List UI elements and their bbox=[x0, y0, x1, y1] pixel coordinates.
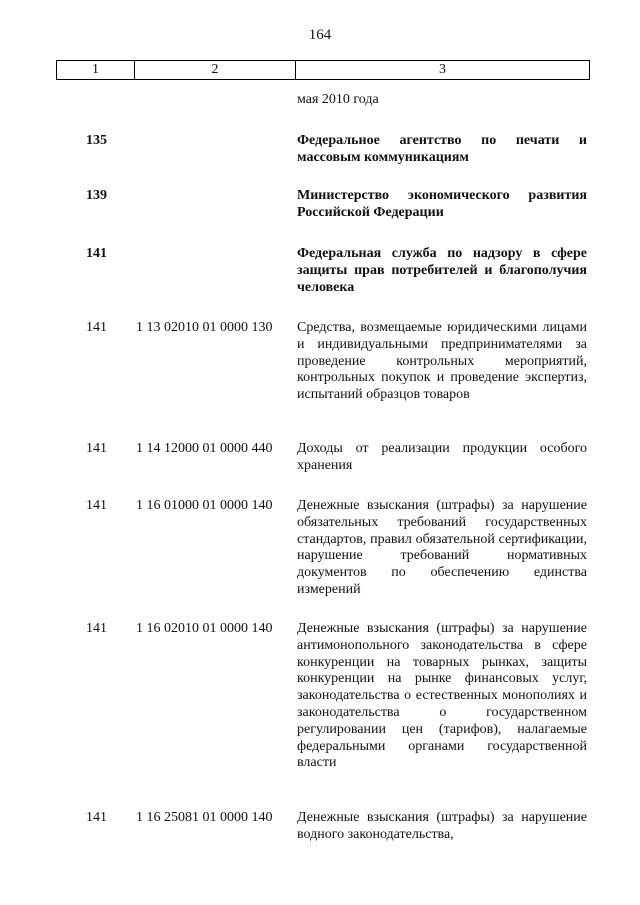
row-number: 141 bbox=[86, 621, 107, 636]
row-code: 1 14 12000 01 0000 440 bbox=[136, 441, 273, 456]
row-code: 1 13 02010 01 0000 130 bbox=[136, 320, 273, 335]
row-number: 141 bbox=[86, 498, 107, 513]
row-text: Денежные взыскания (штрафы) за нарушение обязательных требований государственных стандартов, правил обязательной сертификации, нарушение требований нормативных документов по обеспечению единства измерений bbox=[297, 498, 587, 597]
row-text: Денежные взыскания (штрафы) за нарушение антимонопольного законодательства в сфере конкуренции на товарных рынках, защиты конкуренции на рынке финансовых услуг, законодательства о естественных монополиях и законодательства о государственном регулировании цен (тарифов), налагаемые федеральными органами государственной власти bbox=[297, 621, 587, 771]
row-number: 135 bbox=[86, 133, 107, 148]
row-text: Федеральное агентство по печати и массовым коммуникациям bbox=[297, 133, 587, 165]
row-text: Федеральная служба по надзору в сфере защиты прав потребителей и благополучия человека bbox=[297, 246, 587, 295]
row-number: 139 bbox=[86, 188, 107, 203]
row-number: 141 bbox=[86, 810, 107, 825]
column-header-1: 1 bbox=[57, 61, 135, 80]
row-number: 141 bbox=[86, 246, 107, 261]
row-text: Денежные взыскания (штрафы) за нарушение водного законодательства, bbox=[297, 810, 587, 842]
column-header-table bbox=[56, 60, 590, 80]
row-number: 141 bbox=[86, 320, 107, 335]
page-number: 164 bbox=[308, 27, 332, 43]
row-text: Доходы от реализации продукции особого хранения bbox=[297, 441, 587, 473]
row-code: 1 16 25081 01 0000 140 bbox=[136, 810, 273, 825]
row-number: 141 bbox=[86, 441, 107, 456]
row-code: 1 16 02010 01 0000 140 bbox=[136, 621, 273, 636]
row-text: Министерство экономического развития Российской Федерации bbox=[297, 188, 587, 220]
row-text: Средства, возмещаемые юридическими лицами и индивидуальными предпринимателями за проведение контрольных мероприятий, контрольных покупок и проведение экспертиз, испытаний образцов товаров bbox=[297, 320, 587, 403]
column-header-2: 2 bbox=[135, 61, 296, 80]
row-code: 1 16 01000 01 0000 140 bbox=[136, 498, 273, 513]
row-text: мая 2010 года bbox=[297, 92, 379, 107]
column-header-3: 3 bbox=[296, 61, 590, 80]
